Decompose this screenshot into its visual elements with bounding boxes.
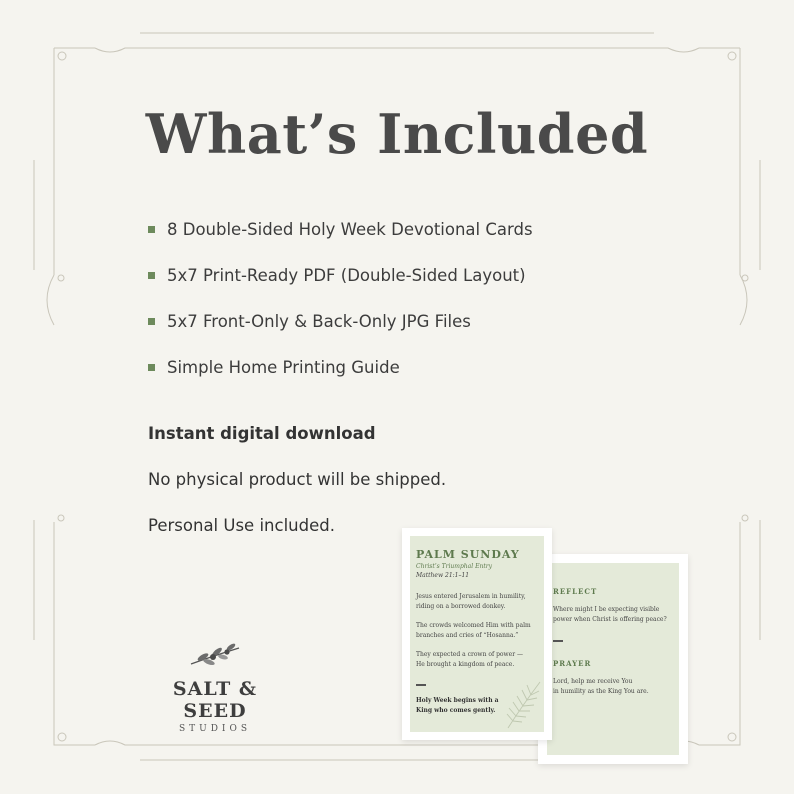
- card-front-preview: [402, 528, 552, 740]
- bullet-square-icon: [148, 364, 155, 371]
- divider: [553, 640, 563, 642]
- feature-text: 8 Double-Sided Holy Week Devotional Cards: [167, 219, 533, 239]
- prayer-line: in humility as the King You are.: [553, 688, 649, 695]
- list-item: [148, 344, 533, 390]
- brand-subtitle: STUDIOS: [178, 724, 252, 734]
- feature-text: Simple Home Printing Guide: [167, 357, 400, 377]
- list-item: [148, 298, 533, 344]
- bullet-square-icon: [148, 226, 155, 233]
- card-title: PALM SUNDAY: [416, 548, 520, 561]
- card-text: Jesus entered Jerusalem in humility,: [416, 593, 526, 600]
- card-subtitle: Christ’s Triumphal Entry: [416, 563, 492, 570]
- brand-name: SALT & SEED: [172, 678, 258, 722]
- palm-leaf-icon: [504, 678, 544, 730]
- reflect-line: power when Christ is offering peace?: [553, 616, 667, 623]
- list-item: [148, 252, 533, 298]
- bullet-square-icon: [148, 318, 155, 325]
- license-note: Personal Use included.: [148, 516, 335, 535]
- card-front-panel: [410, 536, 544, 732]
- page-title: What’s Included: [145, 102, 649, 166]
- card-text: They expected a crown of power —: [416, 651, 523, 658]
- feature-text: 5x7 Front-Only & Back-Only JPG Files: [167, 311, 471, 331]
- divider: [416, 684, 426, 686]
- card-text: He brought a kingdom of peace.: [416, 661, 515, 668]
- scripture-reference: Matthew 21:1–11: [416, 572, 470, 579]
- brand-logo: [140, 640, 290, 734]
- reflect-heading: REFLECT: [553, 587, 598, 596]
- card-text: branches and cries of “Hosanna.”: [416, 632, 519, 639]
- olive-branch-icon: [185, 640, 245, 672]
- shipping-note: No physical product will be shipped.: [148, 470, 447, 489]
- card-closing: King who comes gently.: [416, 707, 496, 714]
- card-closing: Holy Week begins with a: [416, 697, 499, 704]
- bullet-square-icon: [148, 272, 155, 279]
- prayer-line: Lord, help me receive You: [553, 678, 633, 685]
- prayer-heading: PRAYER: [553, 659, 592, 668]
- list-item: [148, 206, 533, 252]
- card-back-panel: [547, 563, 679, 755]
- reflect-line: Where might I be expecting visible: [553, 606, 660, 613]
- card-back-preview: [538, 554, 688, 764]
- card-text: riding on a borrowed donkey.: [416, 603, 506, 610]
- download-note: Instant digital download: [148, 424, 376, 443]
- feature-text: 5x7 Print-Ready PDF (Double-Sided Layout): [167, 265, 526, 285]
- card-text: The crowds welcomed Him with palm: [416, 622, 531, 629]
- feature-list: [148, 206, 533, 390]
